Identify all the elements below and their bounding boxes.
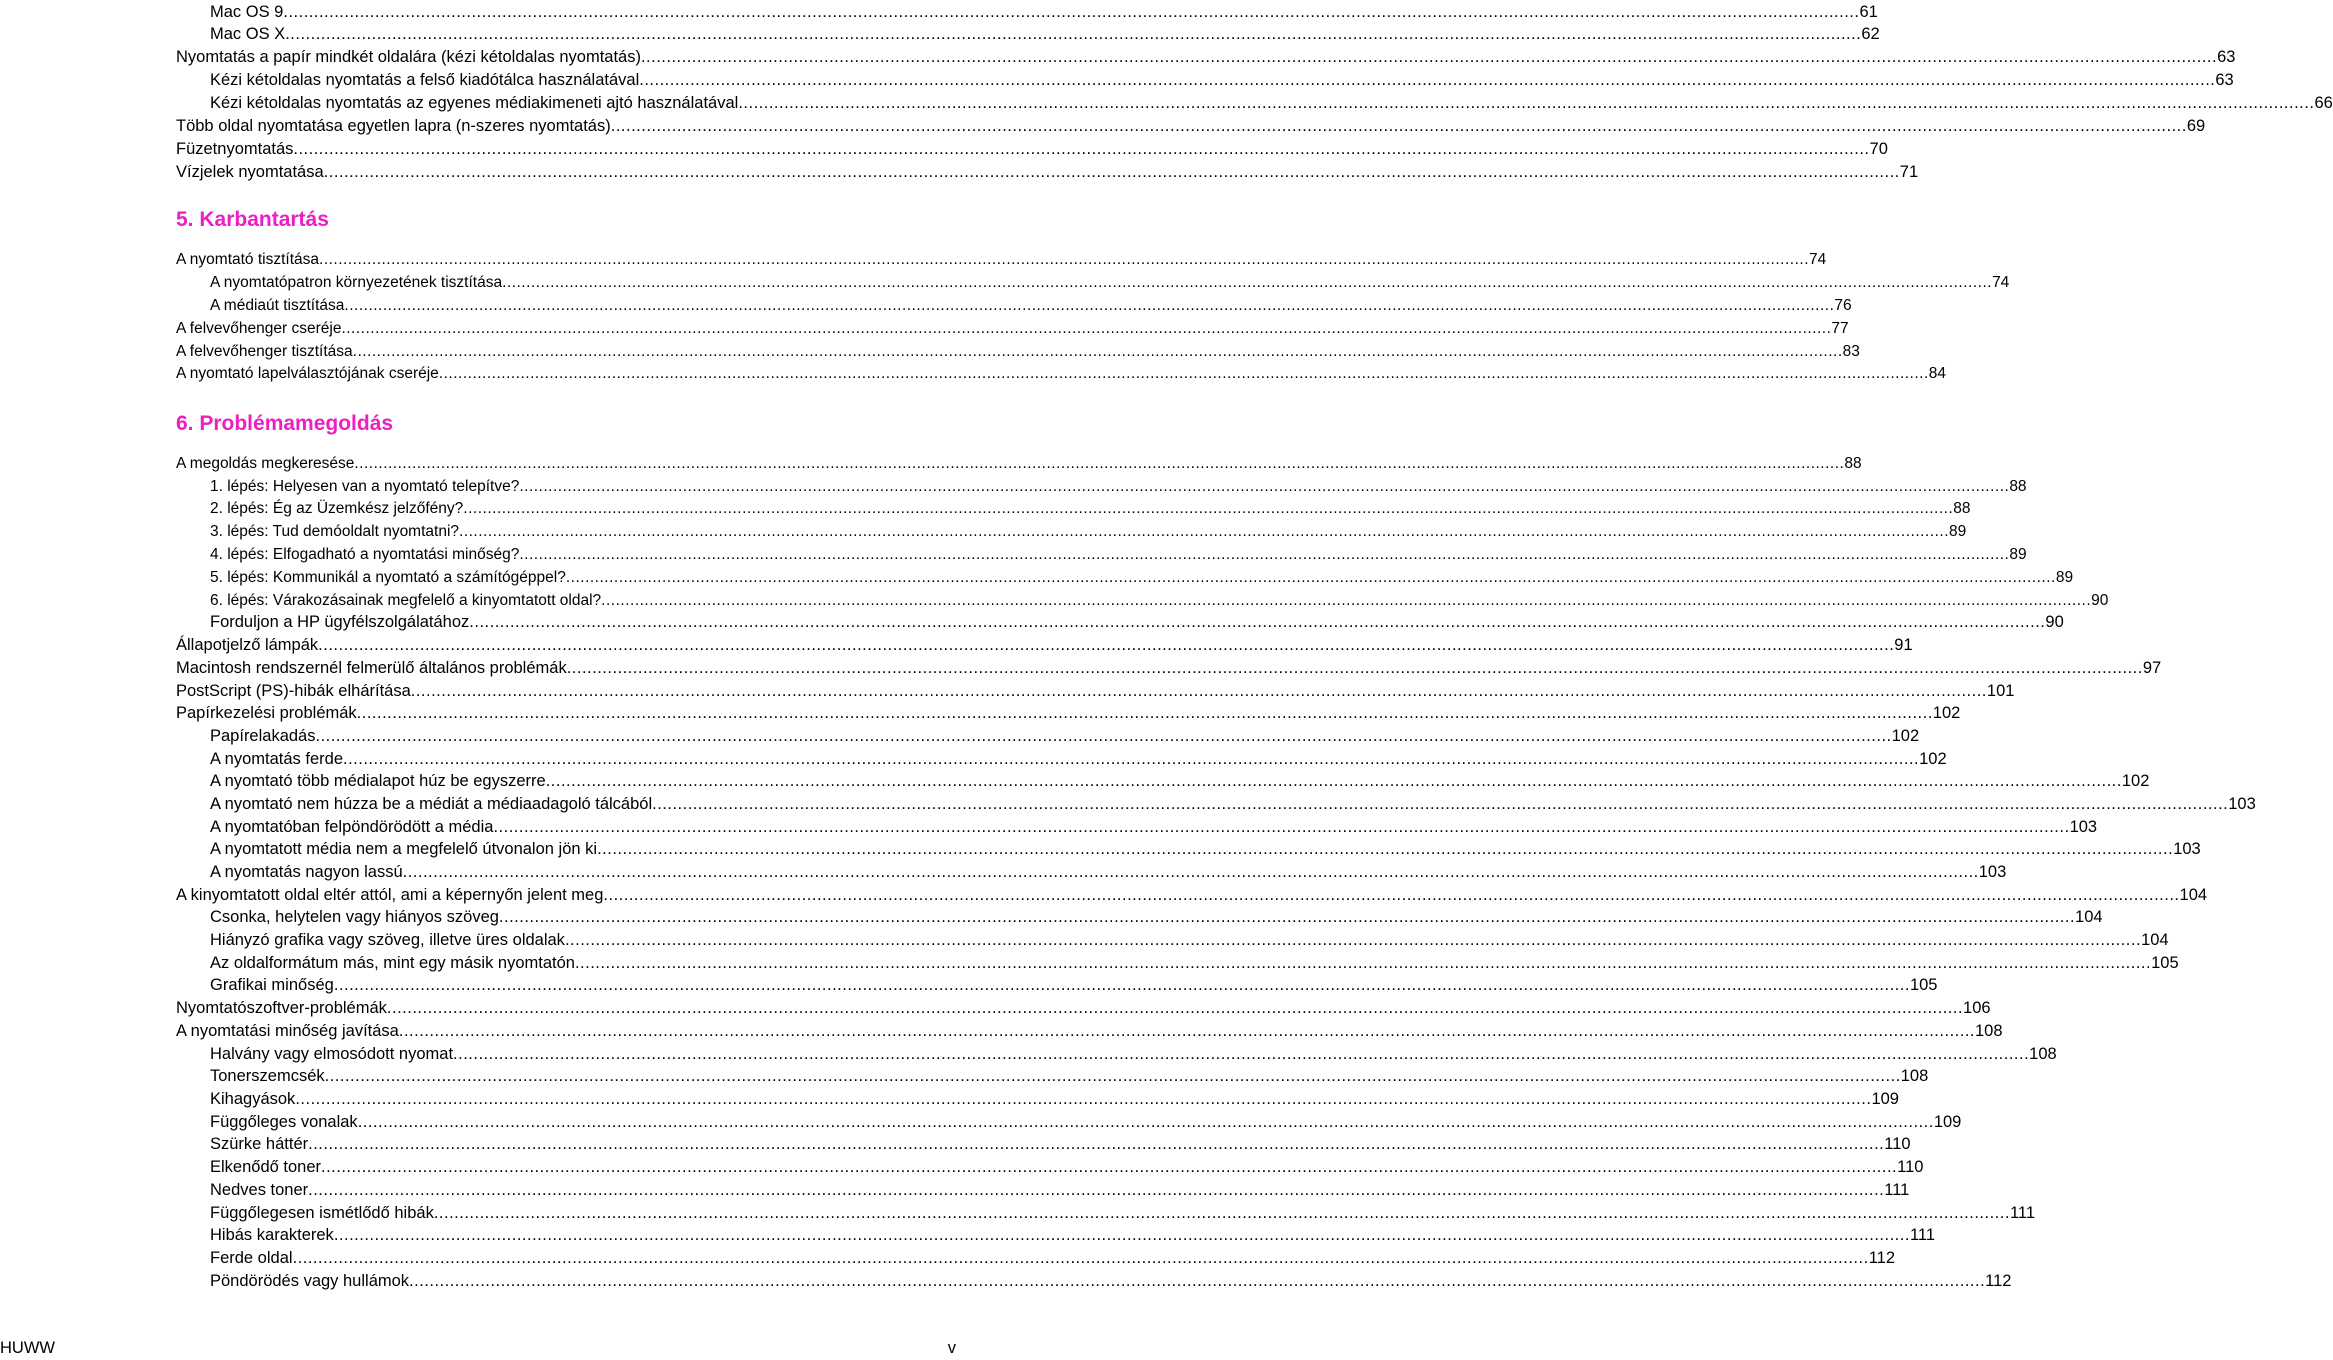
toc-entry[interactable]: [210, 1223, 1936, 1245]
toc-entry-title: Kézi kétoldalas nyomtatás a felső kiadótálca használatával: [210, 71, 640, 89]
toc-entry-page: 88: [2009, 478, 2027, 495]
toc-entry[interactable]: [176, 317, 1849, 339]
toc-entry-title: Csonka, helytelen vagy hiányos szöveg: [210, 908, 499, 926]
toc-entry-title: Füzetnyomtatás: [176, 140, 294, 158]
toc-entry[interactable]: [176, 160, 1919, 182]
toc-entry-page: 88: [1844, 455, 1862, 472]
toc-entry-page: 77: [1831, 320, 1849, 337]
toc-entry-title: A felvevőhenger cseréje: [176, 320, 342, 337]
toc-entry[interactable]: [210, 543, 2027, 565]
toc-entry-title: Szürke háttér: [210, 1135, 309, 1153]
toc-entry-title: A nyomtatóban felpöndörödött a média: [210, 818, 494, 836]
toc-entry[interactable]: [210, 566, 2074, 588]
toc-entry[interactable]: [176, 883, 2208, 905]
toc-entry[interactable]: [210, 91, 2333, 113]
toc-entry-page: 109: [1871, 1090, 1899, 1108]
chapter-heading-6[interactable]: 6. Problémamegoldás: [176, 412, 394, 435]
toc-entry[interactable]: [210, 815, 2098, 837]
toc-entry[interactable]: [210, 1201, 2036, 1223]
toc-entry-title: Mac OS 9: [210, 3, 284, 21]
toc-entry-title: A nyomtatópatron környezetének tisztítása: [210, 274, 503, 291]
toc-entry-title: A megoldás megkeresése: [176, 455, 355, 472]
toc-entry-title: Nyomtatás a papír mindkét oldalára (kézi kétoldalas nyomtatás): [176, 48, 641, 66]
toc-entry-page: 62: [1861, 25, 1880, 43]
toc-entry-title: Több oldal nyomtatása egyetlen lapra (n-szeres nyomtatás): [176, 117, 611, 135]
toc-entry-title: Hibás karakterek: [210, 1226, 334, 1244]
toc-entry[interactable]: [210, 1269, 2012, 1291]
toc-entry-title: 5. lépés: Kommunikál a nyomtató a számítógéppel?: [210, 569, 566, 586]
toc-entry-page: 102: [1919, 750, 1947, 768]
toc-entry-title: A nyomtató tisztítása: [176, 251, 320, 268]
toc-entry[interactable]: [210, 22, 1880, 44]
toc-entry[interactable]: [210, 589, 2109, 611]
toc-entry-page: 102: [1891, 727, 1920, 745]
chapter-heading-5[interactable]: 5. Karbantartás: [176, 208, 329, 231]
toc-entry[interactable]: [210, 1042, 2057, 1064]
toc-entry-page: 108: [1975, 1022, 2003, 1040]
toc-entry[interactable]: [176, 656, 2162, 678]
toc-entry-title: A nyomtató nem húzza be a médiát a médiaadagoló tálcából: [210, 795, 653, 813]
toc-entry-title: Ferde oldal: [210, 1249, 293, 1267]
toc-entry[interactable]: [210, 769, 2150, 791]
toc-entry-title: Vízjelek nyomtatása: [176, 163, 324, 181]
toc-entry-title: Függőlegesen ismétlődő hibák: [210, 1204, 434, 1222]
toc-entry-page: 104: [2141, 931, 2169, 949]
toc-entry-page: 84: [1928, 365, 1947, 382]
toc-entry-page: 105: [1909, 976, 1938, 994]
toc-entry[interactable]: [210, 973, 1938, 995]
toc-entry-title: 3. lépés: Tud demóoldalt nyomtatni?: [210, 523, 460, 540]
toc-entry-title: 6. lépés: Várakozásainak megfelelő a kinyomtatott oldal?: [210, 592, 602, 609]
toc-entry-page: 83: [1842, 343, 1860, 360]
toc-entry[interactable]: [210, 68, 2234, 90]
toc-entry[interactable]: [210, 1246, 1895, 1268]
toc-entry-page: 66: [2314, 94, 2333, 112]
toc-entry[interactable]: [210, 610, 2064, 632]
toc-entry[interactable]: [176, 340, 1860, 362]
toc-entry-title: A nyomtató lapelválasztójának cseréje: [176, 365, 439, 382]
toc-entry[interactable]: [210, 1178, 1910, 1200]
toc-entry-page: 106: [1963, 999, 1991, 1017]
toc-entry[interactable]: [210, 724, 1920, 746]
toc-entry-title: Kihagyások: [210, 1090, 296, 1108]
toc-entry[interactable]: [210, 1132, 1911, 1154]
toc-entry-page: 112: [1868, 1249, 1895, 1267]
toc-entry-page: 111: [2009, 1204, 2036, 1222]
toc-entry-title: A nyomtatási minőség javítása: [176, 1022, 399, 1040]
toc-entry-title: 4. lépés: Elfogadható a nyomtatási minőség?: [210, 546, 520, 563]
toc-entry[interactable]: [176, 137, 1888, 159]
toc-entry-page: 102: [1932, 704, 1961, 722]
toc-entry[interactable]: [176, 633, 1913, 655]
toc-entry[interactable]: [210, 1155, 1924, 1177]
toc-entry-title: Halvány vagy elmosódott nyomat: [210, 1045, 454, 1063]
toc-entry-title: Grafikai minőség: [210, 976, 334, 994]
toc-entry-page: 89: [2009, 546, 2027, 563]
toc-entry[interactable]: [176, 362, 1947, 384]
toc-entry[interactable]: [210, 1110, 1962, 1132]
toc-entry-page: 110: [1897, 1158, 1924, 1176]
toc-entry[interactable]: [176, 45, 2236, 67]
toc-entry-page: 63: [2215, 71, 2234, 89]
footer-left-label: HUWW: [0, 1339, 55, 1357]
toc-entry-page: 88: [1953, 500, 1971, 517]
toc-entry[interactable]: [176, 1019, 2003, 1041]
toc-entry-page: 103: [2228, 795, 2256, 813]
toc-entry-title: Tonerszemcsék: [210, 1067, 325, 1085]
toc-entry-page: 97: [2142, 659, 2162, 677]
toc-entry[interactable]: [210, 1087, 1899, 1109]
toc-entry-page: 104: [2075, 908, 2103, 926]
toc-entry-title: Papírelakadás: [210, 727, 316, 745]
toc-entry-page: 69: [2186, 117, 2206, 135]
toc-entry[interactable]: [176, 114, 2206, 136]
toc-entry[interactable]: [210, 951, 2179, 973]
toc-entry-title: Nedves toner: [210, 1181, 309, 1199]
toc-entry-title: 1. lépés: Helyesen van a nyomtató telepítve?: [210, 478, 520, 495]
toc-entry-title: Hiányzó grafika vagy szöveg, illetve üres oldalak: [210, 931, 565, 949]
toc-entry[interactable]: [176, 248, 1827, 270]
toc-entry[interactable]: [210, 497, 1971, 519]
toc-entry-title: A felvevőhenger tisztítása: [176, 343, 353, 360]
toc-entry-page: 89: [2055, 569, 2074, 586]
toc-entry-page: 104: [2179, 886, 2208, 904]
toc-entry-page: 74: [1992, 274, 2010, 291]
toc-entry-page: 70: [1869, 140, 1888, 158]
toc-entry-title: Az oldalformátum más, mint egy másik nyomtatón: [210, 954, 575, 972]
toc-entry-title: 2. lépés: Ég az Üzemkész jelzőfény?: [210, 500, 464, 517]
toc-entry-page: 103: [2069, 818, 2098, 836]
toc-entry-title: Függőleges vonalak: [210, 1113, 358, 1131]
toc-entry-title: Elkenődő toner: [210, 1158, 321, 1176]
toc-entry-title: Állapotjelző lámpák: [176, 636, 319, 654]
toc-entry-page: 101: [1986, 682, 2015, 700]
toc-entry-page: 103: [2173, 840, 2201, 858]
toc-entry-page: 90: [2045, 613, 2064, 631]
toc-entry-page: 71: [1899, 163, 1919, 181]
toc-entry[interactable]: [210, 294, 1852, 316]
toc-entry[interactable]: [210, 860, 2007, 882]
toc-entry[interactable]: [210, 0, 1878, 22]
toc-entry[interactable]: [210, 271, 2010, 293]
toc-entry[interactable]: [176, 701, 1961, 723]
toc-entry-page: 108: [1900, 1067, 1929, 1085]
toc-entry[interactable]: [176, 452, 1862, 474]
toc-entry-page: 90: [2091, 592, 2109, 609]
toc-entry-title: Macintosh rendszernél felmerülő általános problémák: [176, 659, 567, 677]
toc-entry-page: 63: [2217, 48, 2236, 66]
toc-entry-page: 76: [1834, 297, 1852, 314]
toc-entry-page: 109: [1933, 1113, 1962, 1131]
toc-entry-page: 111: [1909, 1226, 1936, 1244]
toc-entry[interactable]: [176, 996, 1991, 1018]
toc-entry-page: 91: [1894, 636, 1913, 654]
toc-entry-title: A kinyomtatott oldal eltér attól, ami a képernyőn jelent meg: [176, 886, 604, 904]
toc-entry-title: A nyomtatás nagyon lassú: [210, 863, 403, 881]
toc-entry-page: 102: [2121, 772, 2150, 790]
toc-entry-page: 111: [1884, 1181, 1910, 1199]
toc-entry[interactable]: [210, 1064, 1929, 1086]
toc-entry[interactable]: [210, 905, 2103, 927]
toc-entry[interactable]: [176, 679, 2015, 701]
toc-entry-page: 74: [1809, 251, 1827, 268]
toc-entry[interactable]: [210, 837, 2201, 859]
toc-entry-title: Kézi kétoldalas nyomtatás az egyenes médiakimeneti ajtó használatával: [210, 94, 739, 112]
toc-entry-page: 112: [1985, 1272, 2012, 1290]
toc-entry-page: 105: [2151, 954, 2179, 972]
toc-entry-title: A médiaút tisztítása: [210, 297, 345, 314]
toc-entry-page: 89: [1949, 523, 1967, 540]
toc-entry-title: Papírkezelési problémák: [176, 704, 357, 722]
footer-page-number: v: [947, 1339, 956, 1357]
toc-entry-page: 61: [1859, 3, 1878, 21]
toc-entry-title: Mac OS X: [210, 25, 286, 43]
toc-entry-title: PostScript (PS)-hibák elhárítása: [176, 682, 411, 700]
toc-entry[interactable]: [210, 792, 2256, 814]
toc-entry-title: A nyomtatás ferde: [210, 750, 343, 768]
toc-entry-title: Nyomtatószoftver-problémák: [176, 999, 387, 1017]
toc-entry[interactable]: [210, 747, 1947, 769]
toc-entry-page: 110: [1884, 1135, 1911, 1153]
toc-entry-title: A nyomtató több médialapot húz be egyszerre: [210, 772, 546, 790]
toc-entry-title: A nyomtatott média nem a megfelelő útvonalon jön ki: [210, 840, 598, 858]
toc-entry[interactable]: [210, 520, 1967, 542]
toc-entry[interactable]: [210, 928, 2169, 950]
toc-entry-title: Pöndörödés vagy hullámok: [210, 1272, 410, 1290]
toc-entry-title: Forduljon a HP ügyfélszolgálatához: [210, 613, 470, 631]
toc-entry[interactable]: [210, 475, 2027, 497]
toc-entry-page: 103: [1978, 863, 2007, 881]
toc-entry-page: 108: [2029, 1045, 2057, 1063]
